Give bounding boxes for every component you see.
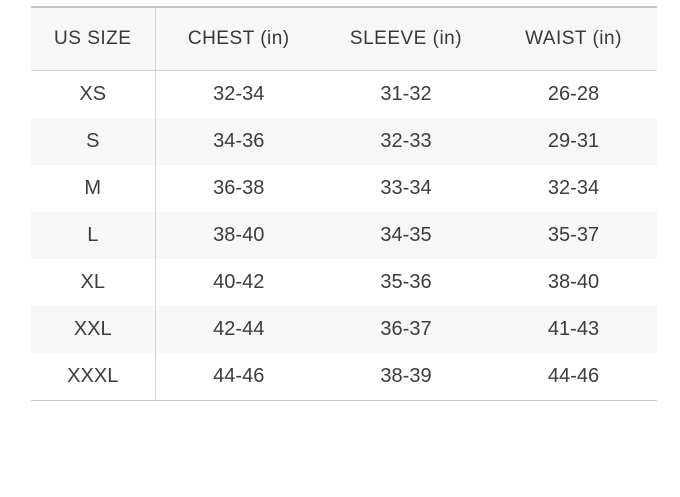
cell-sleeve: 38-39 [322, 353, 490, 401]
cell-chest: 44-46 [155, 353, 322, 401]
cell-size: M [31, 165, 155, 212]
cell-sleeve: 34-35 [322, 212, 490, 259]
cell-waist: 44-46 [490, 353, 657, 401]
cell-sleeve: 32-33 [322, 118, 490, 165]
cell-waist: 35-37 [490, 212, 657, 259]
column-header-us-size: US SIZE [31, 7, 155, 71]
cell-size: XS [31, 71, 155, 119]
cell-chest: 36-38 [213, 177, 265, 199]
cell-chest: 38-40 [155, 212, 322, 259]
cell-waist: 32-34 [547, 177, 600, 199]
cell-sleeve: 36-37 [322, 306, 490, 353]
size-chart-header [31, 7, 657, 71]
cell-chest: 42-44 [155, 306, 322, 353]
size-chart [31, 6, 657, 401]
cell-waist: 29-31 [490, 118, 657, 165]
column-header-chest: CHEST (in) [155, 7, 322, 71]
cell-chest: 34-36 [155, 118, 322, 165]
cell-waist: 41-43 [490, 306, 657, 353]
cell-sleeve: 31-32 [380, 83, 432, 105]
cell-sleeve: 33-34 [380, 177, 432, 199]
cell-waist: 26-28 [547, 83, 600, 105]
table-row-xs [31, 71, 657, 119]
cell-size: XXL [31, 306, 155, 353]
table-row-xxxl [31, 353, 657, 401]
column-header-sleeve: SLEEVE (in) [322, 7, 490, 71]
table-row-xxl [31, 306, 657, 353]
cell-size: L [31, 212, 155, 259]
column-header-waist: WAIST (in) [490, 7, 657, 71]
table-row-s [31, 118, 657, 165]
table-row-xl [31, 259, 657, 306]
cell-sleeve: 35-36 [380, 271, 432, 293]
cell-size: XXXL [31, 353, 155, 401]
cell-chest: 32-34 [213, 83, 265, 105]
cell-size: XL [31, 259, 155, 306]
cell-chest: 40-42 [213, 271, 265, 293]
table-row-m [31, 165, 657, 212]
table-row-l [31, 212, 657, 259]
size-chart-body [31, 71, 657, 401]
cell-size: S [31, 118, 155, 165]
cell-waist: 38-40 [547, 271, 600, 293]
header-row [31, 7, 657, 71]
size-chart-table [31, 6, 657, 401]
